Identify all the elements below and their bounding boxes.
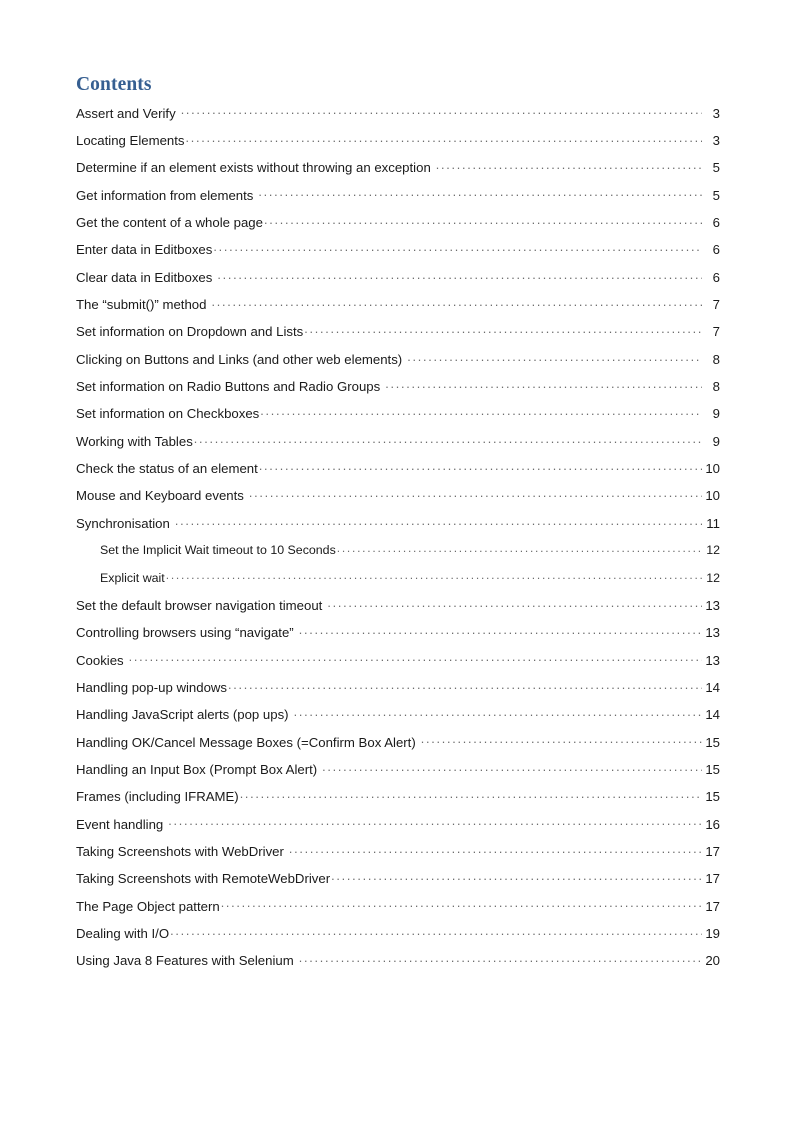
toc-entry-title: Handling an Input Box (Prompt Box Alert) xyxy=(76,761,318,777)
toc-entry-title: Get the content of a whole page xyxy=(76,215,263,230)
toc-entry-page-number: 20 xyxy=(705,953,720,969)
toc-dot-leader xyxy=(304,323,702,336)
toc-dot-leader xyxy=(240,788,702,801)
toc-entry[interactable] xyxy=(76,487,720,514)
toc-entry[interactable] xyxy=(76,843,720,870)
toc-entry-title: Taking Screenshots with RemoteWebDriver xyxy=(76,871,331,887)
toc-dot-leader xyxy=(186,132,703,145)
toc-entry-title: Explicit wait xyxy=(100,570,165,585)
toc-entry-title: Using Java 8 Features with Selenium xyxy=(76,953,294,969)
toc-dot-leader xyxy=(294,706,702,719)
toc-entry[interactable] xyxy=(76,679,720,706)
toc-entry[interactable] xyxy=(76,651,720,678)
page-title: Contents xyxy=(76,74,152,95)
toc-entry-title: Locating Elements xyxy=(76,132,185,148)
toc-dot-leader xyxy=(217,269,702,282)
toc-entry-page-number: 9 xyxy=(712,406,720,422)
toc-entry[interactable] xyxy=(76,159,720,186)
toc-entry-page-number: 13 xyxy=(705,652,720,668)
toc-dot-leader xyxy=(258,186,702,199)
toc-entry-title: Set information on Checkboxes xyxy=(76,406,260,422)
toc-entry-page-number: 12 xyxy=(706,543,720,558)
toc-entry[interactable] xyxy=(76,378,720,405)
toc-dot-leader xyxy=(331,870,702,883)
toc-dot-leader xyxy=(129,651,702,664)
toc-entry-page-number: 15 xyxy=(705,789,720,805)
toc-entry-page-number: 6 xyxy=(712,215,720,230)
toc-entry-title: Taking Screenshots with WebDriver xyxy=(76,843,284,859)
toc-entry-title: The Page Object pattern xyxy=(76,898,220,914)
toc-entry[interactable] xyxy=(76,788,720,815)
toc-entry-page-number: 5 xyxy=(712,160,720,176)
table-of-contents xyxy=(76,74,720,979)
toc-entry-page-number: 9 xyxy=(712,433,720,449)
toc-dot-leader xyxy=(421,733,702,746)
toc-entry[interactable] xyxy=(76,460,720,487)
toc-entry-title: Mouse and Keyboard events xyxy=(76,488,244,504)
toc-entry-page-number: 15 xyxy=(705,734,720,750)
toc-entry-title: Set information on Radio Buttons and Radio Groups xyxy=(76,379,381,395)
toc-dot-leader xyxy=(194,433,702,446)
toc-entry[interactable] xyxy=(76,952,720,979)
toc-dot-leader xyxy=(168,815,702,828)
toc-entry[interactable] xyxy=(76,433,720,460)
toc-entry-page-number: 15 xyxy=(705,761,720,777)
toc-dot-leader xyxy=(175,515,702,528)
toc-entry-title: Event handling xyxy=(76,816,164,832)
toc-dot-leader xyxy=(259,460,702,473)
toc-dot-leader xyxy=(213,241,702,254)
toc-entry-page-number: 19 xyxy=(705,925,720,941)
toc-entry[interactable] xyxy=(76,706,720,733)
toc-entry-page-number: 11 xyxy=(706,515,720,531)
toc-entry-page-number: 12 xyxy=(706,570,720,585)
toc-entry[interactable] xyxy=(76,515,720,542)
toc-entry-page-number: 13 xyxy=(705,597,720,613)
toc-entry-title: Handling pop-up windows xyxy=(76,679,228,695)
toc-dot-leader xyxy=(181,104,702,117)
toc-entry-page-number: 6 xyxy=(712,269,720,285)
toc-entry-page-number: 5 xyxy=(712,187,720,203)
toc-entry[interactable] xyxy=(76,351,720,378)
toc-entry-page-number: 14 xyxy=(705,679,720,695)
toc-dot-leader xyxy=(260,405,702,418)
toc-dot-leader xyxy=(221,897,702,910)
toc-dot-leader xyxy=(170,925,702,938)
toc-entry-page-number: 16 xyxy=(705,816,720,832)
toc-entry[interactable] xyxy=(76,897,720,924)
toc-dot-leader xyxy=(264,214,702,227)
toc-entry-title: Clear data in Editboxes xyxy=(76,269,213,285)
toc-entry-page-number: 17 xyxy=(705,898,720,914)
toc-entry-title: Cookies xyxy=(76,652,124,668)
toc-entry[interactable] xyxy=(76,870,720,897)
toc-entry-title: Clicking on Buttons and Links (and other web elements) xyxy=(76,351,403,367)
toc-entry-title: Synchronisation xyxy=(76,515,170,531)
toc-entry-title: Set information on Dropdown and Lists xyxy=(76,324,304,340)
toc-entry[interactable] xyxy=(76,761,720,788)
toc-entry-page-number: 8 xyxy=(712,351,720,367)
toc-entry-title: Frames (including IFRAME) xyxy=(76,789,239,805)
toc-entry-page-number: 13 xyxy=(705,625,720,641)
toc-entry-title: Assert and Verify xyxy=(76,105,176,121)
toc-entry-title: Enter data in Editboxes xyxy=(76,242,213,258)
toc-entry-title: Set the default browser navigation timeout xyxy=(76,597,323,613)
toc-entry[interactable] xyxy=(76,597,720,624)
toc-entry[interactable] xyxy=(76,925,720,952)
toc-entry-page-number: 7 xyxy=(712,324,720,340)
toc-dot-leader xyxy=(322,761,702,774)
toc-entry[interactable] xyxy=(76,405,720,432)
toc-entry[interactable] xyxy=(76,733,720,760)
toc-entry-page-number: 14 xyxy=(705,707,720,723)
toc-dot-leader xyxy=(299,952,702,965)
toc-entry-title: Working with Tables xyxy=(76,433,193,449)
toc-entry-title: Get information from elements xyxy=(76,187,254,203)
toc-entry-title: Handling OK/Cancel Message Boxes (=Confirm Box Alert) xyxy=(76,734,416,750)
toc-dot-leader xyxy=(249,487,702,500)
toc-entry[interactable] xyxy=(76,296,720,323)
toc-entry-title: Determine if an element exists without throwing an exception xyxy=(76,160,431,176)
toc-entry[interactable] xyxy=(76,241,720,268)
toc-entry-page-number: 10 xyxy=(705,488,720,504)
toc-entry[interactable] xyxy=(76,186,720,213)
toc-dot-leader xyxy=(228,679,702,692)
toc-entry[interactable] xyxy=(76,624,720,651)
toc-dot-leader xyxy=(166,569,702,581)
toc-dot-leader xyxy=(407,351,702,364)
toc-entry-title: The “submit()” method xyxy=(76,297,207,313)
toc-entry[interactable] xyxy=(76,569,720,596)
toc-entry-title: Handling JavaScript alerts (pop ups) xyxy=(76,707,289,723)
toc-entry[interactable] xyxy=(76,269,720,296)
toc-entry-title: Dealing with I/O xyxy=(76,925,170,941)
toc-entry-page-number: 8 xyxy=(712,379,720,395)
toc-entry[interactable] xyxy=(76,542,720,569)
toc-dot-leader xyxy=(327,597,702,610)
toc-entry-list xyxy=(76,104,720,979)
toc-entry[interactable] xyxy=(76,323,720,350)
toc-entry-title: Check the status of an element xyxy=(76,461,258,477)
toc-entry-title: Set the Implicit Wait timeout to 10 Seconds xyxy=(100,543,336,558)
toc-dot-leader xyxy=(211,296,702,309)
toc-entry[interactable] xyxy=(76,815,720,842)
toc-entry-page-number: 17 xyxy=(705,871,720,887)
toc-entry-page-number: 10 xyxy=(705,461,720,477)
toc-entry-page-number: 7 xyxy=(712,297,720,313)
toc-entry-page-number: 6 xyxy=(712,242,720,258)
toc-dot-leader xyxy=(337,542,702,554)
toc-entry[interactable] xyxy=(76,104,720,131)
toc-dot-leader xyxy=(289,843,702,856)
toc-entry[interactable] xyxy=(76,132,720,159)
toc-dot-leader xyxy=(385,378,702,391)
toc-entry-page-number: 3 xyxy=(712,105,720,121)
toc-entry-title: Controlling browsers using “navigate” xyxy=(76,625,294,641)
toc-dot-leader xyxy=(436,159,702,172)
toc-entry-page-number: 17 xyxy=(705,843,720,859)
toc-entry-page-number: 3 xyxy=(712,132,720,148)
toc-dot-leader xyxy=(299,624,702,637)
toc-entry[interactable] xyxy=(76,214,720,241)
